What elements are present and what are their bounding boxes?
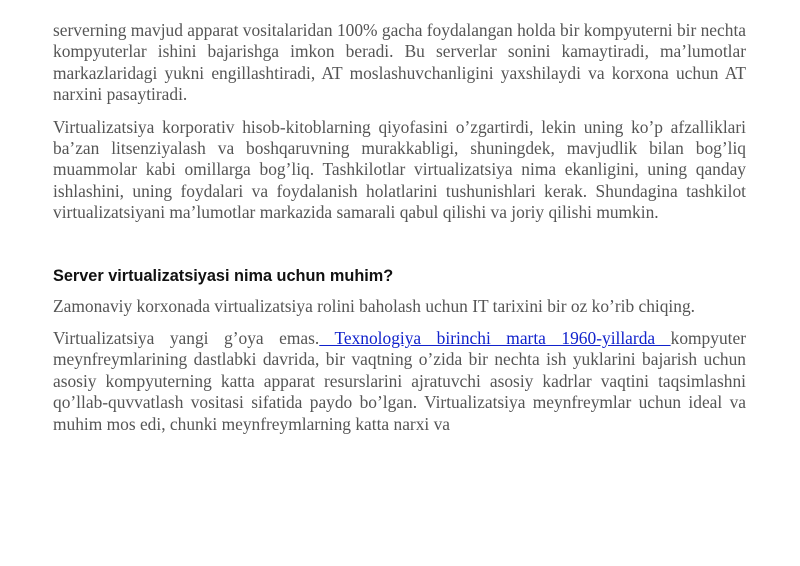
- paragraph-server-benefits: serverning mavjud apparat vositalaridan 100% gacha foydalangan holda bir kompyuterni bir nechta kompyuterlar ishini bajarishga imkon beradi. Bu serverlar sonini kamaytiradi, ma’lumotlar markazlaridagi yukni engillashtiradi, AT moslashuvchanligini yaxshilaydi va korxona uchun AT narxini pasaytiradi.: [53, 20, 746, 105]
- document-body: [53, 20, 746, 446]
- paragraph-text-start: Virtualizatsiya yangi g’oya emas.: [53, 328, 320, 349]
- paragraph-it-history: Zamonaviy korxonada virtualizatsiya rolini baholash uchun IT tarixini bir oz ko’rib chiqing.: [53, 295, 696, 316]
- paragraph-virtualization-origin: [53, 328, 746, 435]
- section-spacer: [53, 235, 746, 266]
- paragraph-virtualization-challenges: Virtualizatsiya korporativ hisob-kitoblarning qiyofasini o’zgartirdi, lekin uning ko’p afzalliklari ba’zan litsenziyalash va boshqaruvning murakkabligi, shuningdek, mavjudlik bilan bog’liq muammolar kabi omillarga bog’liq. Tashkilotlar virtualizatsiya nima ekanligini, uning qanday ishlashini, uning foydalari va foydalanish holatlarini tushunishlari kerak. Shundagina tashkilot virtualizatsiyani ma’lumotlar markazida samarali qabul qilishi va joriy qilishi mumkin.: [53, 116, 746, 223]
- section-heading: Server virtualizatsiyasi nima uchun muhim?: [53, 266, 394, 285]
- paragraph-text-end: kompyuter meynfreymlarining dastlabki davrida, bir vaqtning o’zida bir nechta ish yuklarini bajarish uchun asosiy kompyuterning katta apparat resurslarini ajratuvchi asosiy kadrlar vaqtini taqsimlashni qo’llab-quvvatlash vositasi sifatida paydo bo’lgan. Virtualizatsiya meynfreymlar uchun ideal va muhim mos edi, chunki meynfreymlarning katta narxi va: [53, 328, 746, 434]
- history-link[interactable]: Texnologiya birinchi marta 1960-yillarda: [319, 328, 671, 349]
